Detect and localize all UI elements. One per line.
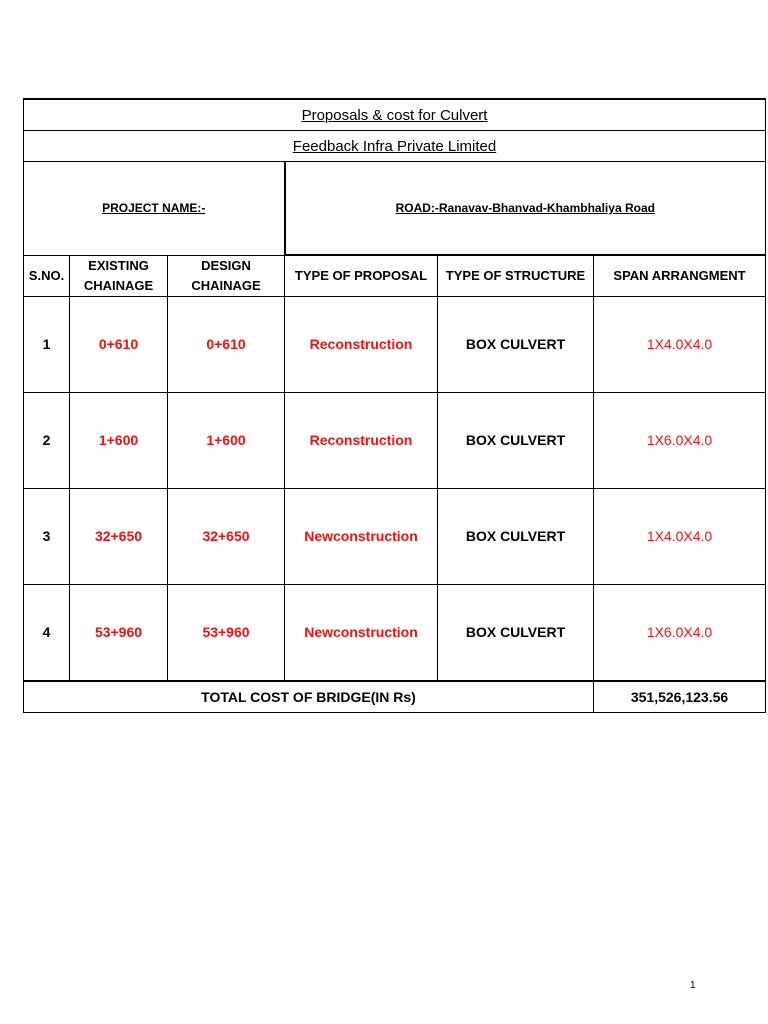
header-existing-line2: CHAINAGE xyxy=(83,277,154,293)
cell-existing-chainage: 0+610 xyxy=(70,296,168,392)
company-row xyxy=(24,131,766,162)
culvert-table xyxy=(23,98,766,713)
cell-design-chainage: 1+600 xyxy=(168,392,285,488)
total-cost-label: TOTAL COST OF BRIDGE(IN Rs) xyxy=(24,681,594,713)
road-name: ROAD:-Ranavav-Bhanvad-Khambhaliya Road xyxy=(285,162,766,256)
cell-type-of-structure: BOX CULVERT xyxy=(438,392,594,488)
header-sno: S.NO. xyxy=(24,255,70,296)
cell-design-chainage: 53+960 xyxy=(168,584,285,681)
cell-existing-chainage: 32+650 xyxy=(70,488,168,584)
cell-type-of-structure: BOX CULVERT xyxy=(438,584,594,681)
cell-existing-chainage: 1+600 xyxy=(70,392,168,488)
cell-span-arrangement: 1X4.0X4.0 xyxy=(594,488,766,584)
cell-sno: 3 xyxy=(24,488,70,584)
header-existing-line1: EXISTING xyxy=(88,257,149,273)
company-name: Feedback Infra Private Limited xyxy=(24,131,766,162)
cell-span-arrangement: 1X4.0X4.0 xyxy=(594,296,766,392)
table-row xyxy=(24,488,766,584)
cell-sno: 1 xyxy=(24,296,70,392)
header-span-arrangement: SPAN ARRANGMENT xyxy=(594,255,766,296)
cell-sno: 4 xyxy=(24,584,70,681)
cell-type-of-structure: BOX CULVERT xyxy=(438,296,594,392)
header-design-line1: DESIGN xyxy=(201,257,251,273)
project-row xyxy=(24,162,766,256)
header-design-chainage xyxy=(168,255,285,296)
cell-design-chainage: 32+650 xyxy=(168,488,285,584)
culvert-cost-sheet xyxy=(23,98,765,713)
cell-sno: 2 xyxy=(24,392,70,488)
cell-type-of-proposal: Reconstruction xyxy=(285,392,438,488)
header-design-line2: CHAINAGE xyxy=(191,277,261,293)
cell-type-of-proposal: Reconstruction xyxy=(285,296,438,392)
header-type-of-structure: TYPE OF STRUCTURE xyxy=(438,255,594,296)
total-row xyxy=(24,681,766,713)
table-row xyxy=(24,296,766,392)
total-cost-value: 351,526,123.56 xyxy=(594,681,766,713)
cell-type-of-proposal: Newconstruction xyxy=(285,584,438,681)
cell-existing-chainage: 53+960 xyxy=(70,584,168,681)
cell-type-of-structure: BOX CULVERT xyxy=(438,488,594,584)
cell-span-arrangement: 1X6.0X4.0 xyxy=(594,584,766,681)
header-type-of-proposal: TYPE OF PROPOSAL xyxy=(285,255,438,296)
title-row xyxy=(24,99,766,131)
column-header-row xyxy=(24,255,766,296)
cell-design-chainage: 0+610 xyxy=(168,296,285,392)
cell-type-of-proposal: Newconstruction xyxy=(285,488,438,584)
document-title: Proposals & cost for Culvert xyxy=(24,99,766,131)
page-number: 1 xyxy=(690,980,696,991)
table-row xyxy=(24,392,766,488)
project-name-label: PROJECT NAME:- xyxy=(24,162,285,256)
header-existing-chainage xyxy=(70,255,168,296)
table-row xyxy=(24,584,766,681)
cell-span-arrangement: 1X6.0X4.0 xyxy=(594,392,766,488)
